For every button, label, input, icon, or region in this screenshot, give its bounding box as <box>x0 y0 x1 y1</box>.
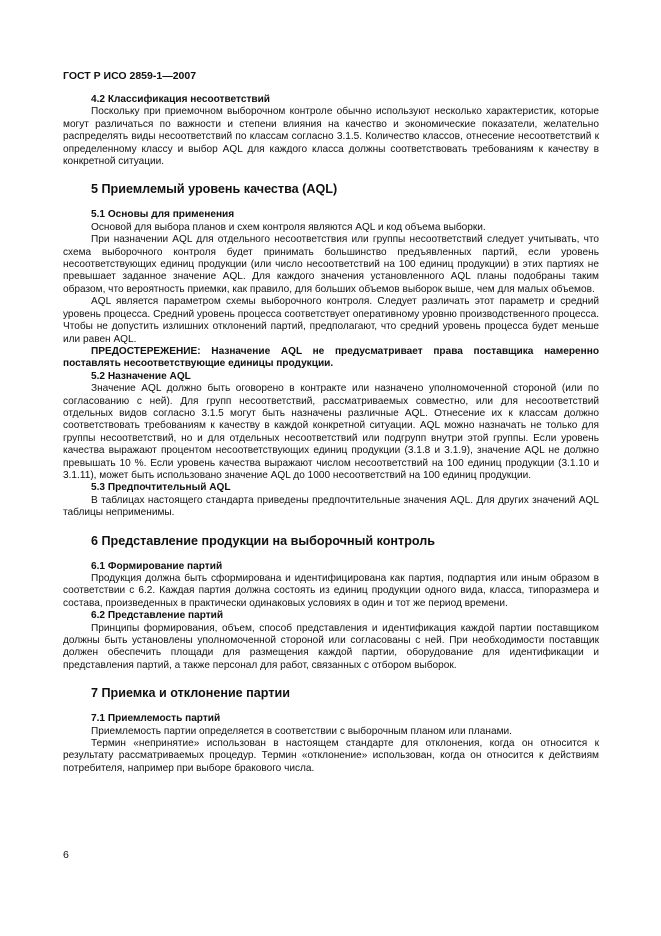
subsection-title-4-2: 4.2 Классификация несоответствий <box>91 94 271 105</box>
subsection-title-6-1: 6.1 Формирование партий <box>91 560 223 572</box>
paragraph-4-2: Поскольку при приемочном выборочном контроле обычно используют несколько характеристик, которые могут различаться по важности и степени влияния на качество и экономические показатели, желательно распределять виды несоответствий по классам согласно 3.1.5. Количество классов, отнесение несоответствий к определенному классу и выбор AQL для каждого класса должны соответствовать требованиям к качеству в конкретной ситуации. <box>63 106 599 168</box>
paragraph-7-1-a: Приемлемость партии определяется в соответствии с выборочным планом или планами. <box>91 725 512 737</box>
standard-header: ГОСТ Р ИСО 2859-1—2007 <box>63 70 197 82</box>
subsection-title-6-2: 6.2 Представление партий <box>91 610 224 622</box>
paragraph-5-1-b: При назначении AQL для отдельного несоответствия или группы несоответствий следует учитывать, что схема выборочного контроля будет принимать большинство предъявленных партий, если уровень несоответствующих единиц продукции (или число несоответствий на 100 единиц продукции) в этих партиях не превышает заданное значение AQL. Для каждого значения установленного AQL планы подобраны таким образом, что вероятность приемки, как правило, для больших объемов выборок выше, чем для малых объемов. <box>63 234 599 295</box>
subsection-title-5-1: 5.1 Основы для применения <box>91 209 235 221</box>
warning-paragraph: ПРЕДОСТЕРЕЖЕНИЕ: Назначение AQL не предусматривает права поставщика намеренно поставлять несоответствующие единицы продукции. <box>63 345 599 370</box>
paragraph-5-1-c: AQL является параметром схемы выборочного контроля. Следует различать этот параметр и средний уровень процесса. Средний уровень процесса соответствует оперативному уровню производственного процесса. Чтобы не допустить излишних отклонений партий, предполагают, что средний уровень процесса будет меньше или равен AQL. <box>63 296 599 345</box>
paragraph-5-2: Значение AQL должно быть оговорено в контракте или назначено уполномоченной стороной (или по согласованию с ней). Для групп несоответствий, рассматриваемых совместно, или для несоответствий отдельных видов согласно 3.1.5 могут быть назначены различные AQL. Отнесение их к классам должно соответствовать требованиям к качеству в каждой конкретной ситуации. AQL можно назначать не только для группы несоответствий, но и для отдельных несоответствий или подгрупп внутри этой группы. Если уровень качества выражают процентом несоответствующих единиц продукции (3.1.8 и 3.1.9), значение AQL не должно превышать 10 %. Если уровень качества выражают числом несоответствий на 100 единиц продукции (3.1.10 и 3.1.11), может быть использовано значение AQL до 1000 несоответствий на 100 единиц продукции. <box>63 383 599 481</box>
paragraph-5-1-a: Основой для выбора планов и схем контроля являются AQL и код объема выборки. <box>91 221 486 233</box>
section-title-7: 7 Приемка и отклонение партии <box>91 686 290 701</box>
paragraph-5-3: В таблицах настоящего стандарта приведены предпочтительные значения AQL. Для других значений AQL таблицы неприменимы. <box>63 494 599 519</box>
section-title-6: 6 Представление продукции на выборочный контроль <box>91 533 436 548</box>
paragraph-6-2: Принципы формирования, объем, способ представления и идентификация каждой партии поставщиком должны быть установлены уполномоченной стороной или согласованы с ней. При необходимости поставщик должен обеспечить площади для размещения каждой партии, оборудование для идентификации и представления партий, а также персонал для работ, связанных с отбором выборок. <box>63 622 599 671</box>
document-body <box>63 94 599 775</box>
section-title-5: 5 Приемлемый уровень качества (AQL) <box>91 182 338 197</box>
subsection-title-5-3: 5.3 Предпочтительный AQL <box>91 482 231 494</box>
page-number: 6 <box>63 849 69 861</box>
subsection-title-7-1: 7.1 Приемлемость партий <box>91 713 221 725</box>
paragraph-7-1-b: Термин «непринятие» использован в настоящем стандарте для отклонения, когда он относится к результату рассматриваемых процедур. Термин «отклонение» использован, когда он относится к действиям потребителя, например при выборе бракового числа. <box>63 738 599 774</box>
subsection-title-5-2: 5.2 Назначение AQL <box>91 370 191 382</box>
paragraph-6-1: Продукция должна быть сформирована и идентифицирована как партия, подпартия или иным образом в соответствии с 6.2. Каждая партия должна состоять из единиц продукции одного вида, класса, типоразмера и состава, произведенных в практически одинаковых условиях в один и тот же период времени. <box>63 573 599 609</box>
